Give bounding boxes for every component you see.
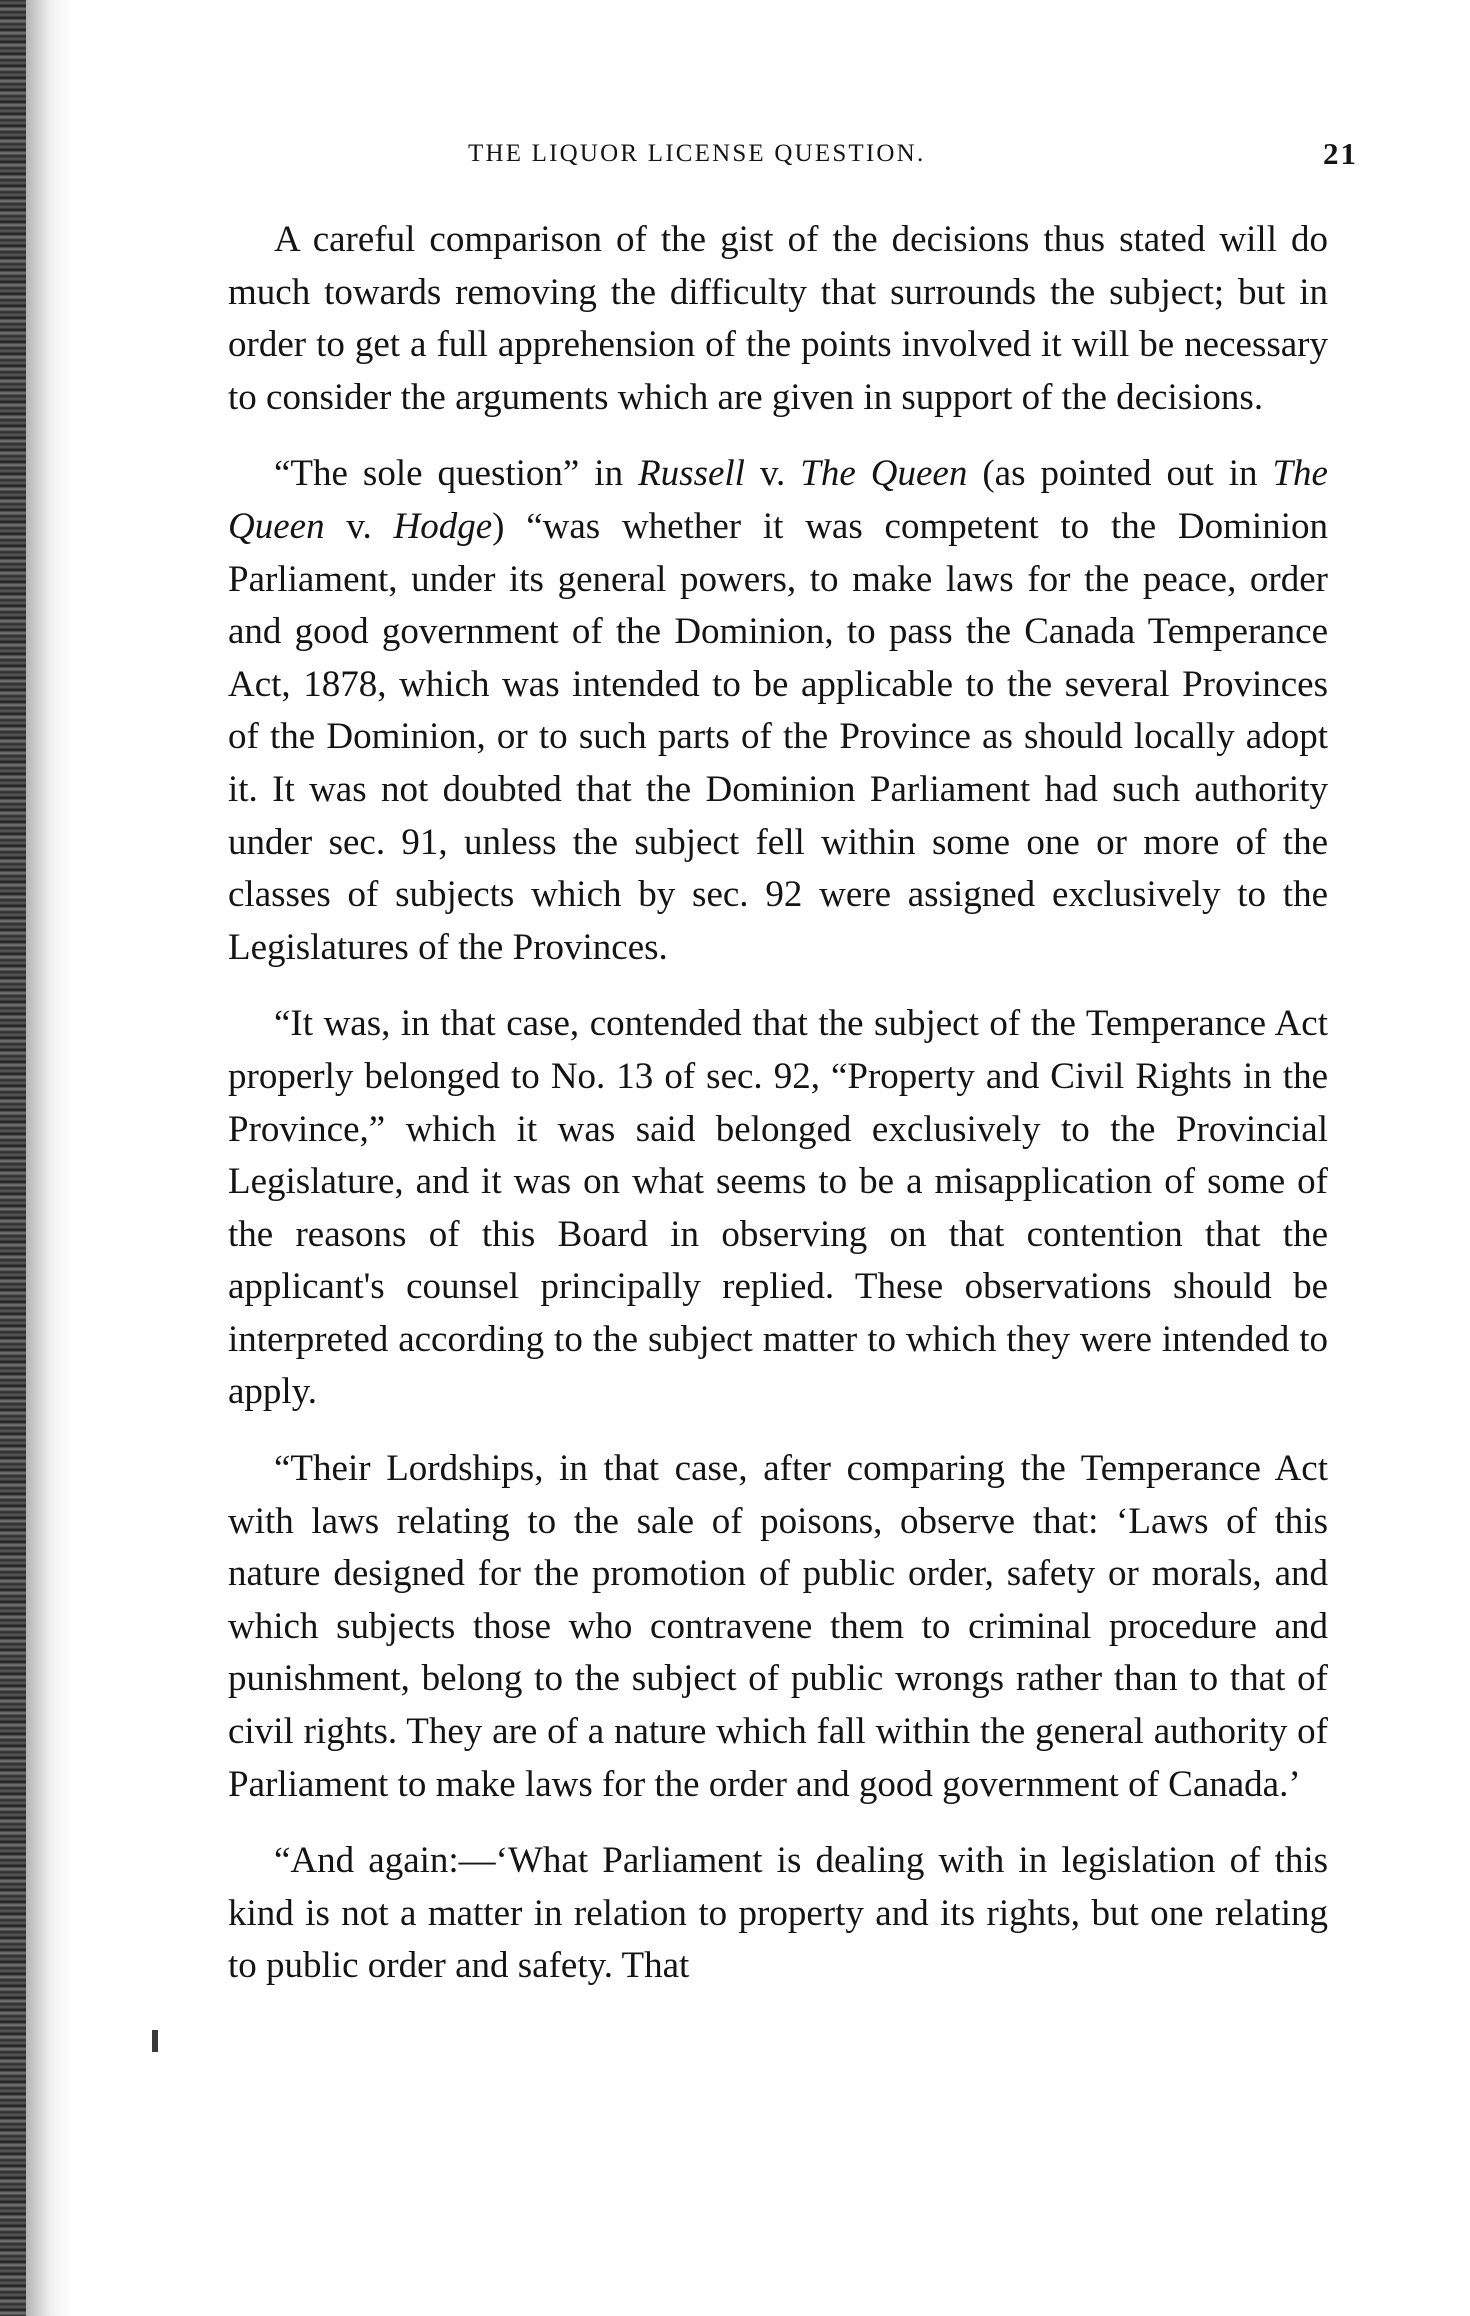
paragraph [228, 214, 1328, 424]
paragraph-text: v. [324, 505, 394, 547]
paragraph [228, 1835, 1328, 1993]
book-page [228, 136, 1358, 2017]
paragraph-text: (as pointed out in [967, 453, 1273, 495]
running-title: THE LIQUOR LICENSE QUESTION. [468, 140, 926, 167]
paragraph-text: “It was, in that case, contended that the subject of the Temperance Act properly belonged to No. 13 of sec. 92, “Property and Civil Rights in the Province,” which it was said belonged exclusively to the Provincial Legislature, and it was on what seems to be a misapplication of some of the reasons of this Board in observing on that contention that the applicant's counsel principally replied. These observations should be interpreted according to the subject matter to which they were intended to apply. [228, 1003, 1328, 1413]
book-binding-edge [0, 0, 26, 2316]
paragraph-text: “The sole question” in [274, 453, 639, 495]
italic-case-name: Hodge [393, 505, 493, 547]
paragraph [228, 1443, 1328, 1811]
italic-case-name: The Queen [800, 453, 968, 495]
running-head [228, 136, 1358, 180]
paragraph [228, 998, 1328, 1419]
paragraph-text: ) “was whether it was competent to the Dominion Parliament, under its general powers, to make laws for the peace, order and good government of the Dominion, to pass the Canada Temperance Act, 1878, which was intended to be applicable to the several Provinces of the Dominion, or to such parts of the Province as should locally adopt it. It was not doubted that the Dominion Parliament had such authority under sec. 91, unless the subject fell within some one or more of the classes of subjects which by sec. 92 were assigned exclusively to the Legislatures of the Provinces. [228, 505, 1328, 968]
body-text [228, 214, 1328, 1993]
italic-case-name: The Queen [228, 453, 1328, 547]
binding-shadow [26, 0, 72, 2316]
paragraph-text: “And again:—‘What Parliament is dealing with in legislation of this kind is not a matter in relation to property and its rights, but one relating to public order and safety. That [228, 1840, 1328, 1987]
paragraph-text: “Their Lordships, in that case, after comparing the Temperance Act with laws relating to the sale of poisons, observe that: ‘Laws of this nature designed for the promotion of public order, safety or morals, and which subjects those who contravene them to criminal procedure and punishment, belong to the subject of public wrongs rather than to that of civil rights. They are of a nature which fall within the general authority of Parliament to make laws for the order and good government of Canada.’ [228, 1448, 1328, 1805]
paragraph-text: A careful comparison of the gist of the decisions thus stated will do much towards removing the difficulty that surrounds the subject; but in order to get a full apprehension of the points involved it will be necessary to consider the arguments which are given in support of the decisions. [228, 219, 1328, 418]
paragraph [228, 448, 1328, 974]
stray-ink-mark [152, 2030, 158, 2052]
page-number: 21 [1323, 136, 1358, 171]
paragraph-text: v. [744, 453, 801, 495]
italic-case-name: Russell [638, 453, 745, 495]
